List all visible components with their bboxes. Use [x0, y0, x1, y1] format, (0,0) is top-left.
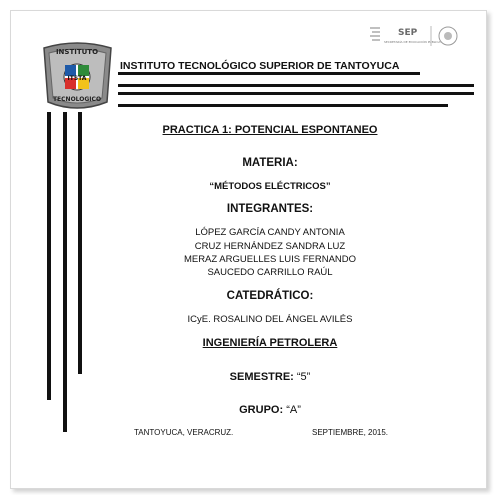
sep-logo-text: SEP — [398, 28, 418, 38]
subject-value: “MÉTODOS ELÉCTRICOS” — [209, 181, 331, 192]
subject-label: MATERIA: — [242, 157, 298, 169]
sep-logo-subtext: SECRETARÍA DE EDUCACIÓN PÚBLICA — [384, 40, 441, 44]
date: SEPTIEMBRE, 2015. — [312, 428, 389, 437]
vertical-bar-2 — [63, 112, 67, 432]
header-line-top — [118, 72, 420, 75]
member-1: LÓPEZ GARCÍA CANDY ANTONIA — [195, 227, 345, 238]
semester-line — [120, 371, 420, 383]
group-label: GRUPO: — [239, 404, 284, 416]
semester-label: SEMESTRE: — [229, 371, 294, 383]
institution-name: INSTITUTO TECNOLÓGICO SUPERIOR DE TANTOYUCA — [120, 60, 400, 72]
institute-logo — [40, 40, 115, 115]
career-name: INGENIERÍA PETROLERA — [202, 337, 338, 349]
group-line — [120, 404, 420, 416]
member-3: MERAZ ARGUELLES LUIS FERNANDO — [183, 254, 357, 265]
member-2: CRUZ HERNÁNDEZ SANDRA LUZ — [194, 241, 346, 252]
member-4: SAUCEDO CARRILLO RAÚL — [207, 267, 333, 278]
professor-label: CATEDRÁTICO: — [226, 290, 314, 302]
sep-logo — [368, 24, 464, 48]
logo-top-text: INSTITUTO — [55, 48, 99, 56]
location: TANTOYUCA, VERACRUZ. — [134, 428, 234, 437]
group-value: “A” — [286, 404, 301, 416]
professor-value: ICyE. ROSALINO DEL ÁNGEL AVILÉS — [187, 314, 353, 325]
semester-value: “5” — [296, 371, 311, 383]
header-line-long-1 — [118, 84, 474, 87]
logo-bottom-text: TECNOLOGICO — [52, 96, 102, 103]
header-line-long-2 — [118, 92, 474, 95]
practice-title: PRACTICA 1: POTENCIAL ESPONTANEO — [162, 124, 378, 136]
vertical-bar-3 — [78, 112, 82, 374]
logo-center-text: ITSTA — [67, 75, 87, 82]
members-label: INTEGRANTES: — [226, 203, 314, 215]
vertical-bar-1 — [47, 112, 51, 400]
header-line-medium — [118, 104, 448, 107]
